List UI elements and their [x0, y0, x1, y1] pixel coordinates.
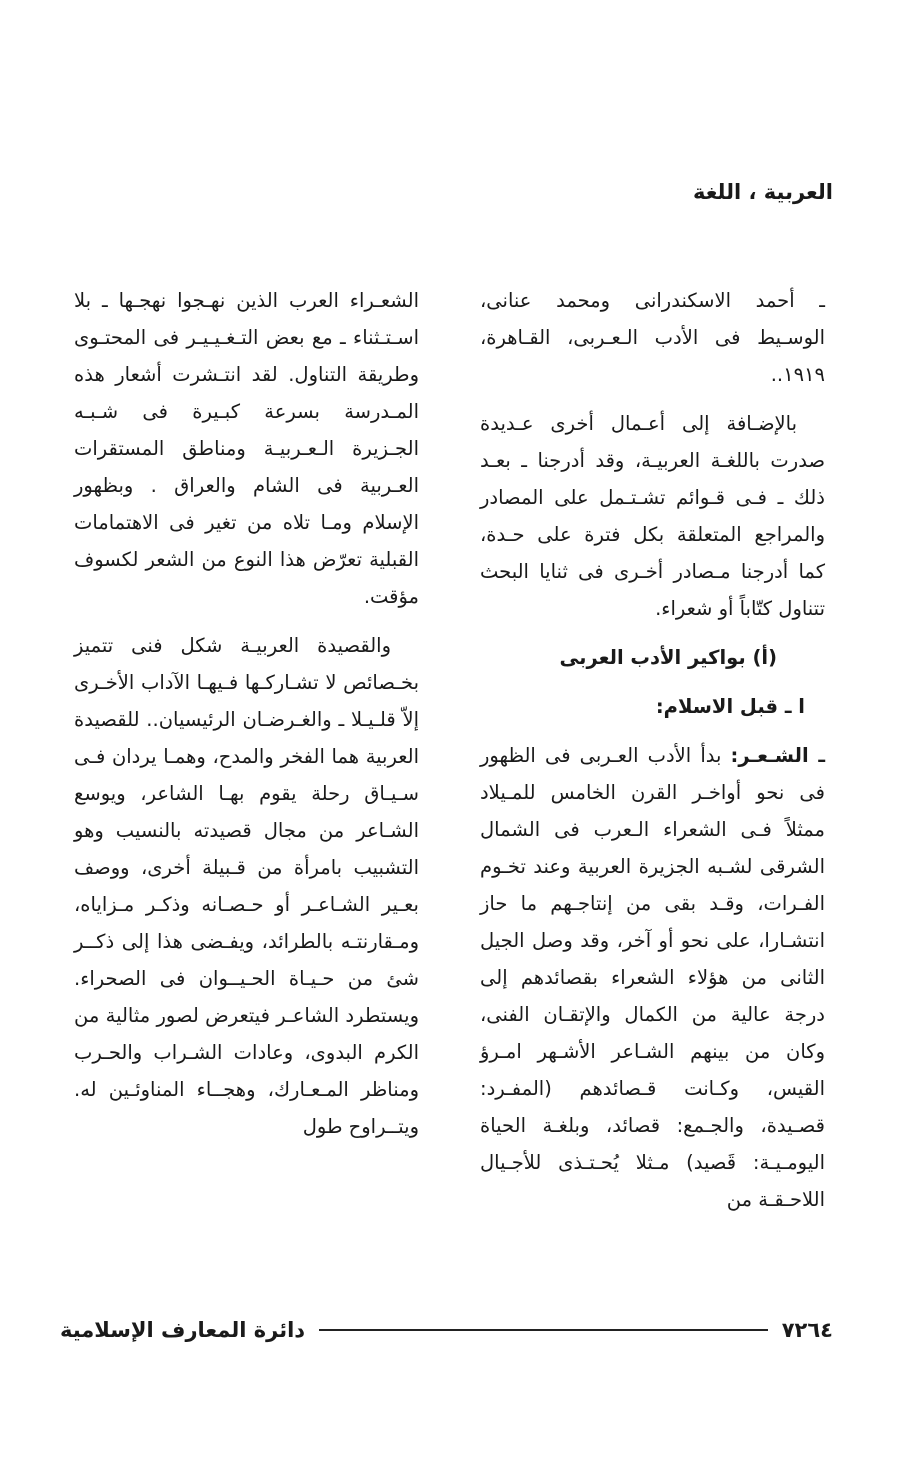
page-footer — [60, 1318, 833, 1342]
body-paragraph-poetry — [480, 737, 825, 1218]
paragraph-text: بدأ الأدب العـربى فى الظهور فى نحو أواخـر القرن الخامس للمـيلاد ممثلاً فـى الشعراء الـعرب فى الشمال الشرقى لشـبه الجزيرة العربية وعند تخـوم الفـرات، وقـد بقى من إنتاجـهم ما حاز انتشـارا، على نحو أو آخر، وقد وصل الجيل الثانى من هؤلاء الشعراء بقصائدهم إلى درجة عالية من الكمال والإتقـان الفنى، وكان من بينهم الشـاعر الأشـهر امـرؤ القيس، وكـانت قـصائدهم (المفـرد: قصـيدة، والجـمع: قصائد، وبلغـة الحياة اليومـيـة: قَصيد) مـثلا يُحـتـذى للأجـيال اللاحـقـة من — [480, 744, 825, 1211]
left-column — [74, 282, 419, 1157]
citation-paragraph: ـ أحمد الاسكندرانى ومحمد عنانى، الوسـيط فى الأدب الـعـربى، القـاهرة، ١٩١٩.. — [480, 289, 825, 386]
body-paragraph: الشعـراء العرب الذين نهـجوا نهجـها ـ بلا اسـتـثناء ـ مع بعض التـغـيـيـر فى المحتـوى وطريقة التناول. لقد انتـشرت أشعار هذه المـدرسة بسرعة كبـيرة فى شـبـه الجـزيرة الـعـربيـة ومناطق المستقرات العـربية فى الشام والعراق . وبظهور الإسلام ومـا تلاه من تغير فى الاهتمامات القبلية تعرّض هذا النوع من الشعر لكسوف مؤقت. — [74, 289, 419, 608]
section-heading: ا ـ قبل الاسلام: — [655, 695, 805, 718]
body-paragraph: بالإضـافة إلى أعـمال أخرى عـديدة صدرت باللغـة العربيـة، وقد أدرجنا ـ بعـد ذلك ـ فـى قـوائم تشـتـمل على المصادر والمراجع المتعلقة بكل فترة على حـدة، كما أدرجنا مـصادر أخـرى فى ثنايا البحث تتناول كتّاباً أو شعراء. — [480, 412, 825, 620]
footer-rule — [319, 1329, 768, 1331]
running-head: العربية ، اللغة — [692, 180, 833, 204]
page-number: ٧٢٦٤ — [781, 1318, 833, 1342]
publication-title: دائرة المعارف الإسلامية — [60, 1318, 306, 1342]
right-column — [480, 282, 825, 1230]
section-subheading: (أ) بواكير الأدب العربى — [559, 646, 777, 669]
body-paragraph: والقصيدة العربيـة شكل فنى تتميز بخـصائص لا تشـاركـها فـيهـا الآداب الأخـرى إلاّ قلـيـلا ـ والغـرضـان الرئيسيان.. للقصيدة العربية هما الفخر والمدح، وهمـا يردان فـى سـيـاق رحلة يقوم بهـا الشاعر، ويوسع الشـاعر من مجال قصيدته بالنسيب وهو التشبيب بامرأة من قـبيلة أخرى، ووصف بعـير الشـاعـر أو حـصـانه وذكـر مـزاياه، ومـقارنتـه بالطرائد، ويفـضى هذا إلى ذكــر شئ من حـيـاة الحـيــوان فى الصحراء. ويستطرد الشاعـر فيتعرض لصور مثالية من الكرم البدوى، وعادات الشـراب والحـرب ومناظر المـعـارك، وهجــاء المناوئـين له. ويتــراوح طول — [74, 634, 419, 1138]
lead-term: ـ الشـعـر: — [730, 744, 825, 767]
